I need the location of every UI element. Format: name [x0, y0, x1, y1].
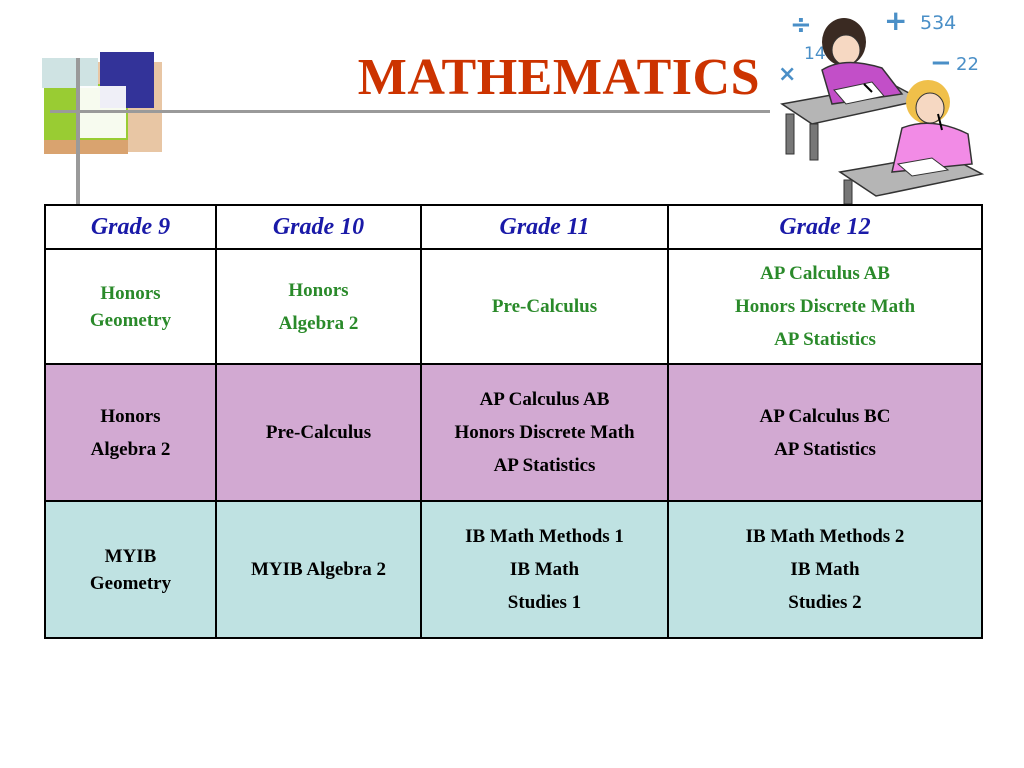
course-name: IB Math Methods 1 — [465, 526, 624, 547]
course-name: AP Calculus BC — [759, 405, 891, 427]
table-cell — [45, 249, 216, 364]
decor-square-light — [42, 58, 98, 88]
course-name: Honors Discrete Math — [454, 422, 635, 443]
students-drawing — [772, 4, 988, 206]
table-cell — [216, 249, 421, 364]
header-grade-9: Grade 9 — [45, 205, 216, 249]
table-cell — [668, 364, 982, 501]
course-name: Studies 2 — [788, 592, 862, 613]
header-grade-10: Grade 10 — [216, 205, 421, 249]
course-name: Honors — [100, 405, 161, 427]
course-name: Algebra 2 — [90, 438, 171, 460]
table-cell — [421, 501, 668, 638]
table-cell — [45, 501, 216, 638]
table-cell — [668, 249, 982, 364]
course-name: IB Math Methods 2 — [745, 526, 905, 547]
course-name: MYIB Algebra 2 — [250, 559, 387, 580]
table-row-honors-track — [45, 249, 982, 364]
course-name: Honors Discrete Math — [734, 296, 916, 317]
course-name: Studies 1 — [507, 592, 582, 613]
header-row — [45, 205, 982, 249]
course-name: Honors — [288, 279, 349, 301]
decor-square-orange — [44, 140, 128, 154]
table-cell — [668, 501, 982, 638]
table-row-ib-track — [45, 501, 982, 638]
course-name: MYIB — [104, 545, 157, 567]
course-name: AP Statistics — [774, 438, 876, 460]
decor-vertical-line — [76, 58, 80, 204]
course-name: AP Calculus AB — [760, 263, 890, 284]
course-name: IB Math — [509, 559, 580, 580]
table-cell — [45, 364, 216, 501]
course-name: Pre-Calculus — [491, 296, 598, 317]
table-cell — [421, 249, 668, 364]
course-name: Geometry — [89, 309, 172, 331]
decor-horizontal-line — [50, 110, 770, 113]
students-math-clipart — [772, 4, 988, 206]
course-name: AP Statistics — [493, 455, 596, 476]
course-name: AP Statistics — [774, 329, 876, 350]
table-cell — [421, 364, 668, 501]
table-cell — [216, 364, 421, 501]
page-title: MATHEMATICS — [357, 49, 760, 106]
course-name: Honors — [100, 282, 161, 304]
header-grade-11: Grade 11 — [421, 205, 668, 249]
course-name: Algebra 2 — [278, 312, 359, 334]
course-name: Geometry — [89, 572, 172, 594]
minus-icon: − — [930, 48, 952, 78]
plus-icon: + — [884, 4, 908, 37]
table-cell — [216, 501, 421, 638]
divide-icon: ÷ — [790, 10, 812, 40]
times-icon: × — [778, 62, 797, 87]
course-name: AP Calculus AB — [479, 389, 610, 410]
course-name: Pre-Calculus — [265, 422, 372, 443]
course-grid-table — [44, 204, 983, 639]
number-22: 22 — [956, 54, 979, 75]
course-name: IB Math — [790, 559, 860, 580]
number-14: 14 — [804, 44, 826, 64]
header-grade-12: Grade 12 — [668, 205, 982, 249]
table-row-accelerated-track — [45, 364, 982, 501]
number-534: 534 — [920, 12, 957, 34]
